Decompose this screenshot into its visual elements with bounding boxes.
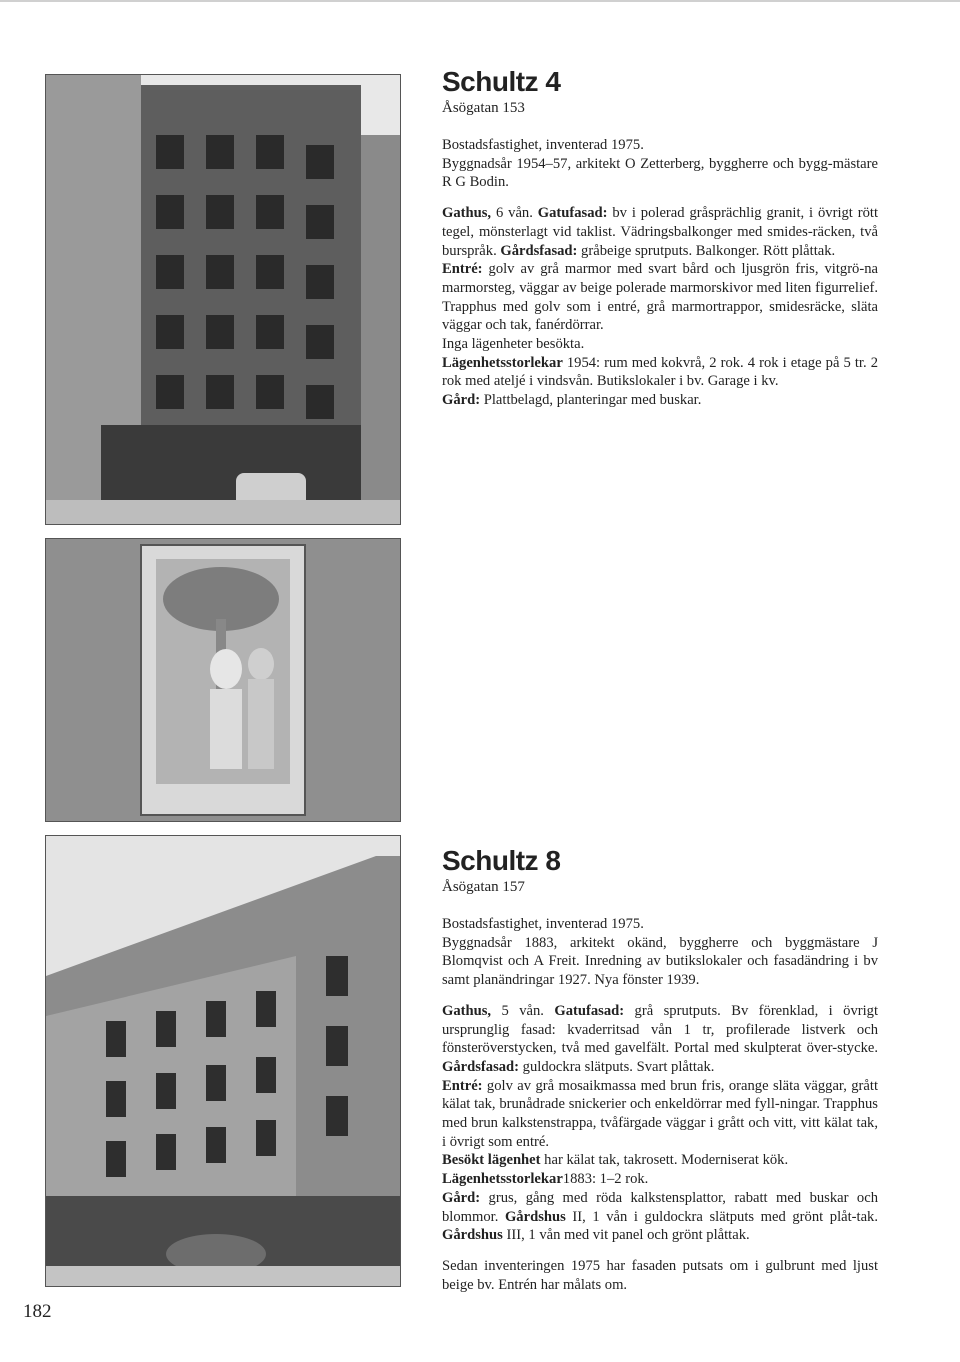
intro-line: Byggnadsår 1954–57, arkitekt O Zetterberg, byggherre och bygg-mästare R G Bodin. [442, 155, 878, 191]
intro-line: Bostadsfastighet, inventerad 1975. [442, 916, 644, 932]
entry-title: Schultz 8 [442, 845, 561, 876]
entry-title: Schultz 4 [442, 66, 561, 97]
entry-schultz-8 [442, 846, 878, 1294]
photo-building-schultz-8 [45, 835, 401, 1287]
facade-paragraph: Gathus, 5 vån. Gatufasad: grå sprutputs. Bv förenklad, i övrigt ursprunglig fasad: kvaderritsad vån 1 tr, profilerade listverk och fönsteröverstycken, två med gavelfält. Portal med skulpterat över-stycke. Gårdsfasad: guldockra slätputs. Svart plåttak. [442, 1002, 879, 1075]
visited-apartment-paragraph: Besökt lägenhet har kälat tak, takrosett. Moderniserat kök. [442, 1152, 789, 1169]
entrance-paragraph: Entré: golv av grå mosaikmassa med brun fris, orange släta väggar, grått kälat tak, brunådrade snickerier och enkeldörrar med fyll-ningar. Trapphus med brun kalkstenstrappa, tvåfärgade väggar i grått och vitt, vitt kälat tak, i övrigt som entré. [442, 1077, 878, 1150]
entry-address: Åsögatan 157 [442, 879, 525, 895]
intro-line: Byggnadsår 1883, arkitekt okänd, byggherre och byggmästare J Blomqvist och A Freit. Inredning av butikslokaler och fasadändring i bv samt planändringar 1927. Nya fönster 1939. [442, 934, 878, 989]
intro-line: Bostadsfastighet, inventerad 1975. [442, 137, 644, 153]
entrance-paragraph: Entré: golv av grå marmor med svart bård och ljusgrön fris, vitgrö-na marmorsteg, väggar av beige polerade marmorskivor med liten figurrelief. Trapphus med golv som i entré, grå marmortrappor, smidesräcke, släta väggar och tak, fanérdörrar. [442, 261, 878, 334]
photo-figure-relief [45, 538, 401, 822]
yard-paragraph: Gård: Plattbelagd, planteringar med buskar. [442, 392, 702, 409]
apartment-sizes-paragraph: Lägenhetsstorlekar1883: 1–2 rok. [442, 1171, 649, 1188]
facade-paragraph: Gathus, 6 vån. Gatufasad: bv i polerad gråsprächlig granit, i övrigt rött tegel, mönsterlagt vid taklist. Vädringsbalkonger med smides-räcken, två burspråk. Gårdsfasad: gråbeige sprutputs. Balkonger. Rött plåttak. [442, 205, 879, 259]
page-number: 182 [23, 1301, 52, 1322]
yard-paragraph: Gård: grus, gång med röda kalkstensplattor, rabatt med buskar och blommor. Gårdshus II, 1 vån i guldockra slätputs med grönt plåt-tak. Gårdshus III, 1 vån med vit panel och grönt plåttak. [442, 1189, 879, 1244]
photo-building-schultz-4 [45, 74, 401, 525]
visit-paragraph: Inga lägenheter besökta. [442, 336, 585, 353]
entry-address: Åsögatan 153 [442, 100, 525, 116]
renovation-note: Sedan inventeringen 1975 har fasaden putsats om i gulbrunt med ljust beige bv. Entrén har målats om. [442, 1257, 878, 1293]
top-rule [0, 0, 960, 2]
entry-schultz-4 [442, 67, 878, 410]
apartment-sizes-paragraph: Lägenhetsstorlekar 1954: rum med kokvrå, 2 rok. 4 rok i etage på 5 tr. 2 rok med ateljé i vindsvån. Butikslokaler i bv. Garage i kv. [442, 354, 878, 390]
